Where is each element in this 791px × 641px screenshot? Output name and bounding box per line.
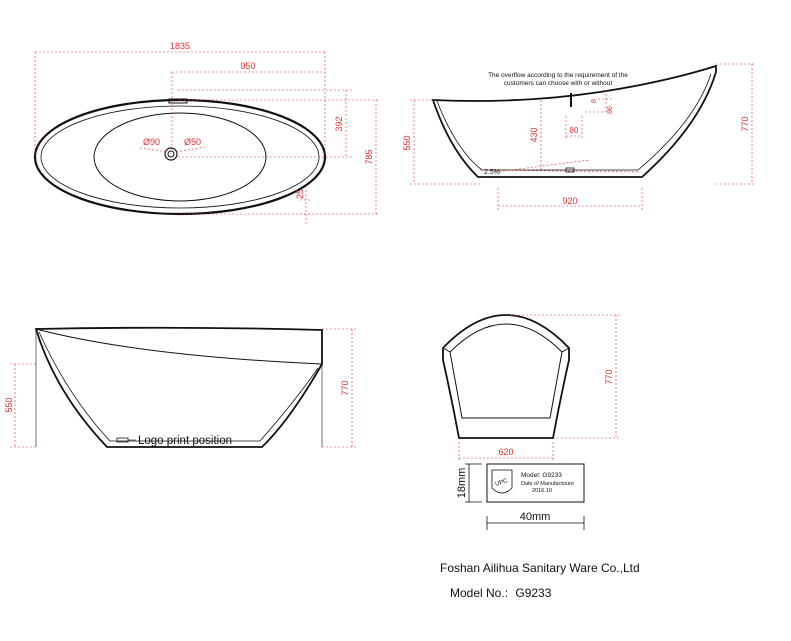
side-dim-430: 430 xyxy=(529,127,539,143)
front-dim-550: 550 xyxy=(4,397,14,413)
label-date-line: Date of Manufactoure xyxy=(521,481,574,487)
drain-outer xyxy=(165,148,177,160)
front-view-rim-line xyxy=(36,329,322,364)
end-view-dimension-lines xyxy=(459,315,620,462)
label-width-dim: 40mm xyxy=(519,511,551,523)
end-view xyxy=(443,315,569,438)
end-view-outline xyxy=(443,315,569,438)
label-model-line: Model: G9233 xyxy=(521,472,562,479)
end-dim-770: 770 xyxy=(604,369,614,385)
overflow-note-line-2: customers can choose with or without xyxy=(503,80,613,87)
top-view xyxy=(35,99,325,214)
logo-print-label: Logo print position xyxy=(138,435,232,447)
model-number-label: Model No.: xyxy=(450,586,509,600)
side-dim-80: 80 xyxy=(569,126,579,135)
upc-badge-text: UPC xyxy=(494,478,509,489)
front-view-outline xyxy=(36,328,322,447)
dim-drain-90: Ø90 xyxy=(143,137,161,147)
model-number-value: G9233 xyxy=(515,586,552,600)
side-dim-550: 550 xyxy=(402,135,412,151)
end-dim-620: 620 xyxy=(498,447,514,457)
label-date-value: 2016.10 xyxy=(532,488,552,494)
overflow-note-line-1: The overflow according to the requirement of the xyxy=(488,72,628,79)
drain-inner xyxy=(168,151,174,157)
dim-drain-50: Ø50 xyxy=(184,137,202,147)
side-dim-86: 86 xyxy=(607,106,614,114)
side-dim-8: 8 xyxy=(591,99,598,103)
dim-25: 25 xyxy=(295,188,305,200)
model-number xyxy=(450,586,551,600)
front-view xyxy=(36,328,322,447)
dim-overall-length: 1835 xyxy=(169,41,191,51)
front-view-inner-line xyxy=(39,332,318,441)
side-view-inner-line xyxy=(437,74,711,170)
side-dim-770: 770 xyxy=(740,116,750,132)
company-name: Foshan Ailihua Sanitary Ware Co.,Ltd xyxy=(440,561,640,575)
end-view-inner xyxy=(450,324,562,418)
side-slope: 2.5% xyxy=(484,169,500,176)
dim-392: 392 xyxy=(334,116,344,132)
dim-drain-offset: 950 xyxy=(240,61,256,71)
dim-785: 785 xyxy=(364,149,374,165)
side-dim-920: 920 xyxy=(562,196,578,206)
front-dim-770: 770 xyxy=(340,380,350,396)
label-height-dim: 18mm xyxy=(456,467,468,499)
